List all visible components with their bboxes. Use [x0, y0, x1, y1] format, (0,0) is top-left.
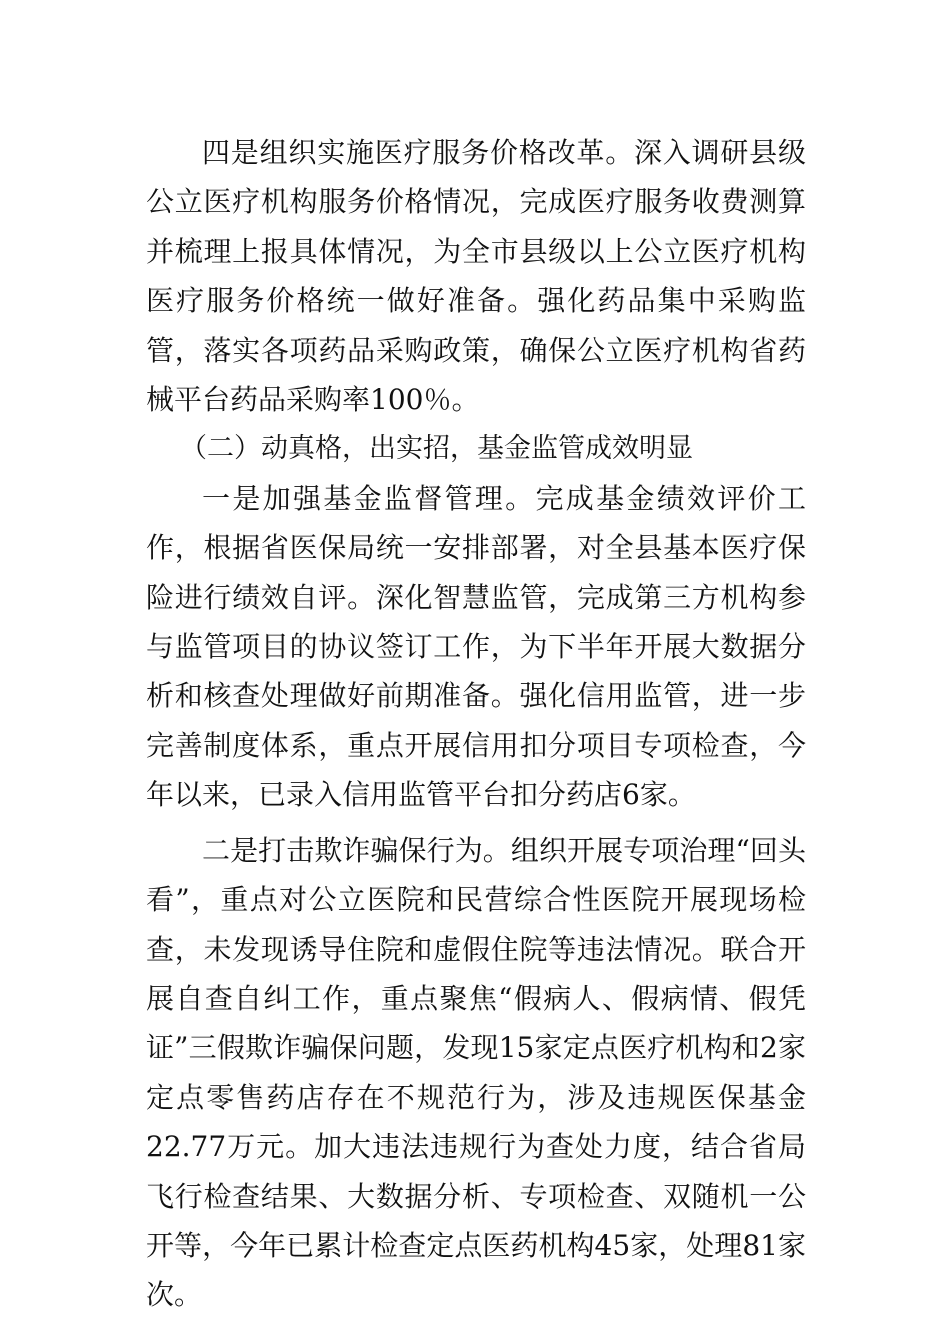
paragraph-anti-fraud: 二是打击欺诈骗保行为。组织开展专项治理“回头看”，重点对公立医院和民营综合性医院开展现场检查，未发现诱导住院和虚假住院等违法情况。联合开展自查自纠工作，重点聚焦“假病人、假病情、假凭证”三假欺诈骗保问题，发现15家定点医疗机构和2家定点零售药店存在不规范行为，涉及违规医保基金22.77万元。加大违法违规行为查处力度，结合省局飞行检查结果、大数据分析、专项检查、双随机一公开等，今年已累计检查定点医药机构45家，处理81家次。	[146, 833, 806, 1312]
paragraph-fund-supervision: 一是加强基金监督管理。完成基金绩效评价工作，根据省医保局统一安排部署，对全县基本医疗保险进行绩效自评。深化智慧监管，完成第三方机构参与监管项目的协议签订工作，为下半年开展大数据分析和核查处理做好前期准备。强化信用监管，进一步完善制度体系，重点开展信用扣分项目专项检查，今年以来，已录入信用监管平台扣分药店6家。	[146, 481, 806, 812]
paragraph-price-reform: 四是组织实施医疗服务价格改革。深入调研县级公立医疗机构服务价格情况，完成医疗服务收费测算并梳理上报具体情况，为全市县级以上公立医疗机构医疗服务价格统一做好准备。强化药品集中采购监管，落实各项药品采购政策，确保公立医疗机构省药械平台药品采购率100％。	[146, 136, 806, 417]
document-body	[146, 128, 806, 1320]
section-heading: （二）动真格，出实招，基金监管成效明显	[180, 433, 693, 465]
